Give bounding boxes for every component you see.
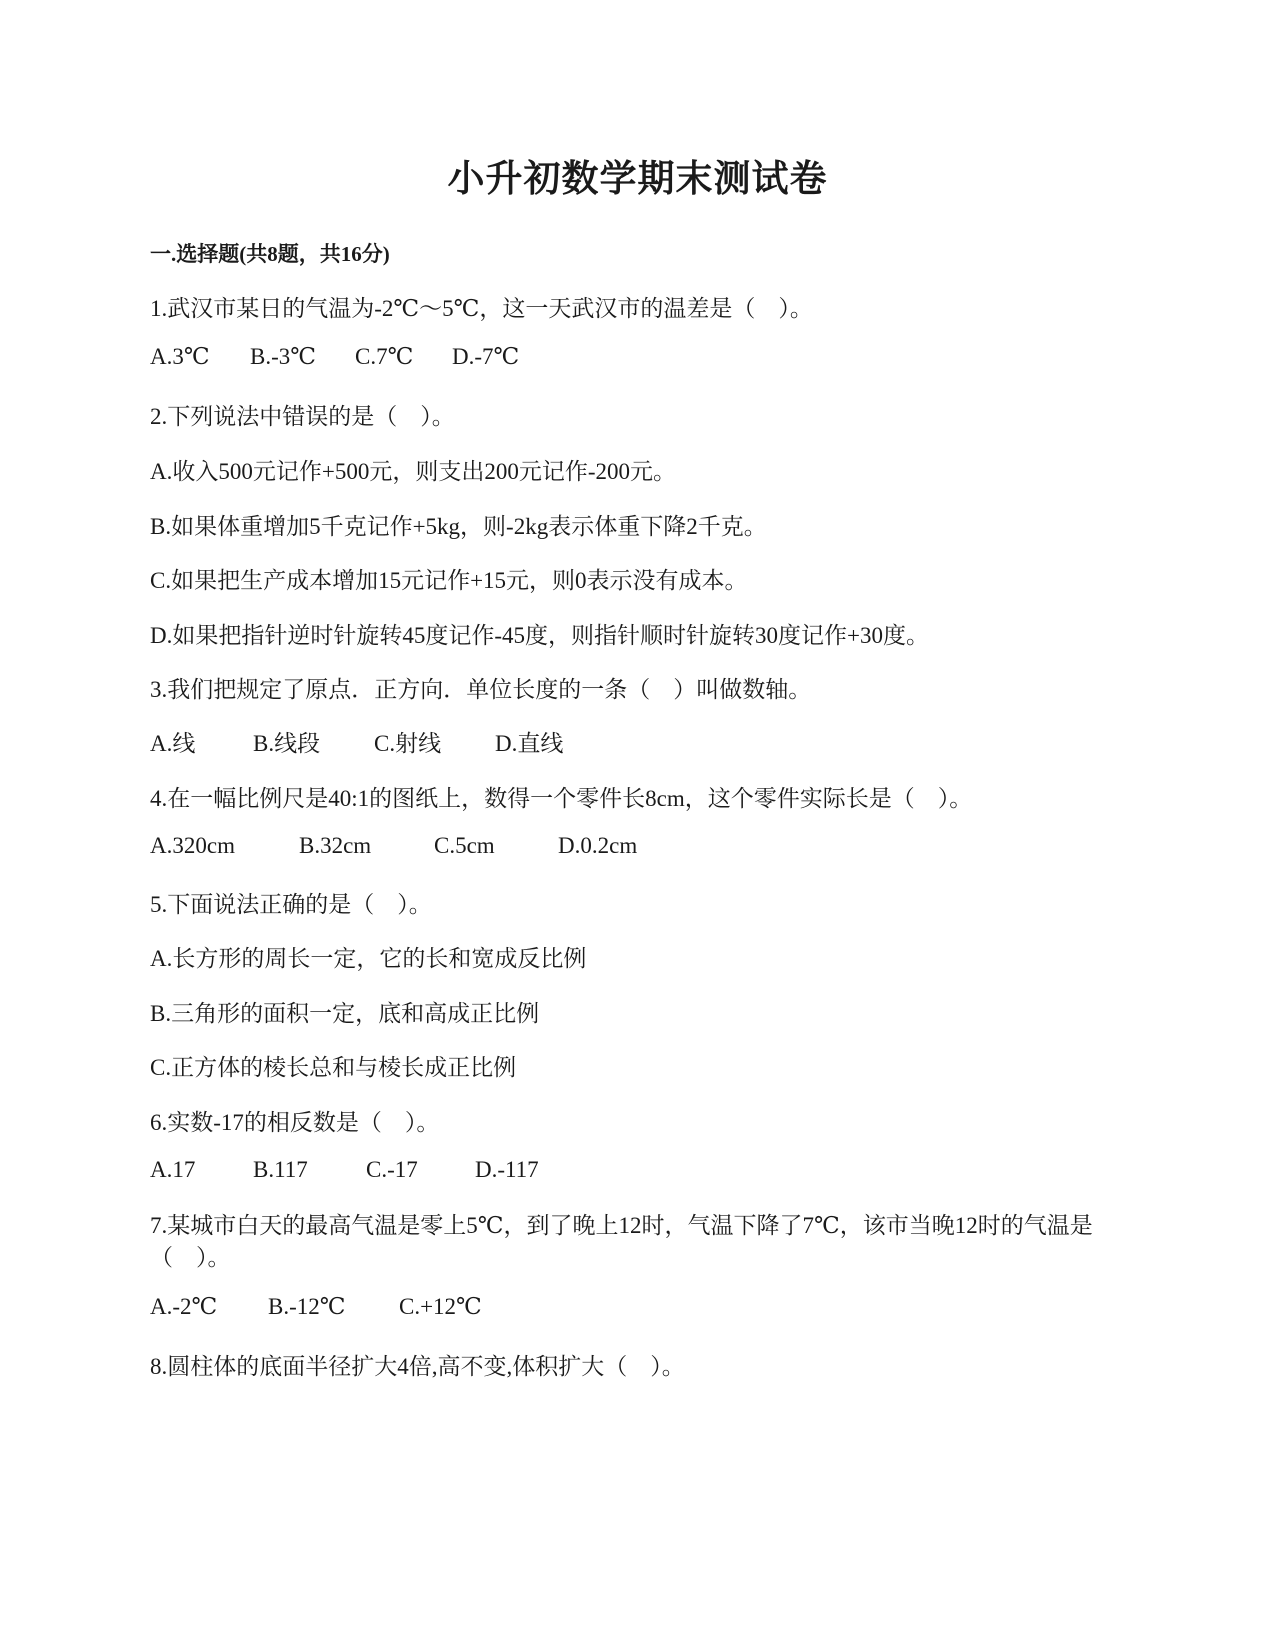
question-4-option-b: B.32cm: [299, 833, 372, 858]
question-5-option-a: A.长方形的周长一定，它的长和宽成反比例: [150, 946, 587, 971]
question-2-option-d: D.如果把指针逆时针旋转45度记作-45度，则指针顺时针旋转30度记作+30度。: [150, 623, 929, 648]
question-3-stem: 3.我们把规定了原点．正方向．单位长度的一条（ ）叫做数轴。: [150, 677, 812, 702]
question-7-option-a: A.-2℃: [150, 1294, 218, 1319]
question-7-option-b: B.-12℃: [268, 1294, 346, 1319]
question-5-option-c: C.正方体的棱长总和与棱长成正比例: [150, 1055, 517, 1080]
question-2-option-b: B.如果体重增加5千克记作+5kg，则-2kg表示体重下降2千克。: [150, 514, 767, 539]
question-6-stem: 6.实数-17的相反数是（ ）。: [150, 1110, 440, 1135]
question-3-options: [150, 725, 563, 758]
question-3-option-c: C.射线: [374, 731, 442, 756]
question-4-options: [150, 833, 637, 859]
question-4-stem: 4.在一幅比例尺是40:1的图纸上，数得一个零件长8cm，这个零件实际长是（ ）。: [150, 786, 973, 811]
question-1-option-a: A.3℃: [150, 344, 210, 369]
question-3-option-b: B.线段: [253, 731, 321, 756]
question-2-stem: 2.下列说法中错误的是（ ）。: [150, 404, 455, 429]
question-1-stem: 1.武汉市某日的气温为-2℃～5℃，这一天武汉市的温差是（ ）。: [150, 296, 813, 321]
question-6-option-c: C.-17: [366, 1157, 418, 1182]
question-2-option-c: C.如果把生产成本增加15元记作+15元，则0表示没有成本。: [150, 568, 748, 593]
question-5-stem: 5.下面说法正确的是（ ）。: [150, 892, 432, 917]
question-7-stem: 7.某城市白天的最高气温是零上5℃，到了晚上12时，气温下降了7℃，该市当晚12时的气温是（ ）。: [150, 1213, 1093, 1270]
question-8-stem: 8.圆柱体的底面半径扩大4倍,高不变,体积扩大（ ）。: [150, 1354, 685, 1379]
question-1-option-c: C.7℃: [355, 344, 414, 369]
question-1-option-b: B.-3℃: [250, 344, 316, 369]
question-6-option-b: B.117: [253, 1157, 308, 1182]
question-3-option-a: A.线: [150, 731, 196, 756]
section-heading: 一.选择题(共8题，共16分): [150, 242, 390, 266]
question-7-options: [150, 1294, 482, 1320]
page-title: 小升初数学期末测试卷: [447, 159, 828, 200]
question-4-option-c: C.5cm: [434, 833, 495, 858]
question-6-options: [150, 1157, 539, 1183]
question-1-option-d: D.-7℃: [452, 344, 520, 369]
question-4-option-d: D.0.2cm: [558, 833, 638, 858]
question-4-option-a: A.320cm: [150, 833, 235, 858]
question-1-options: [150, 344, 519, 370]
question-2-option-a: A.收入500元记作+500元，则支出200元记作-200元。: [150, 459, 676, 484]
question-5-option-b: B.三角形的面积一定，底和高成正比例: [150, 1001, 540, 1026]
question-3-option-d: D.直线: [495, 731, 564, 756]
question-6-option-d: D.-117: [475, 1157, 539, 1182]
question-7-option-c: C.+12℃: [399, 1294, 482, 1319]
question-6-option-a: A.17: [150, 1157, 196, 1182]
